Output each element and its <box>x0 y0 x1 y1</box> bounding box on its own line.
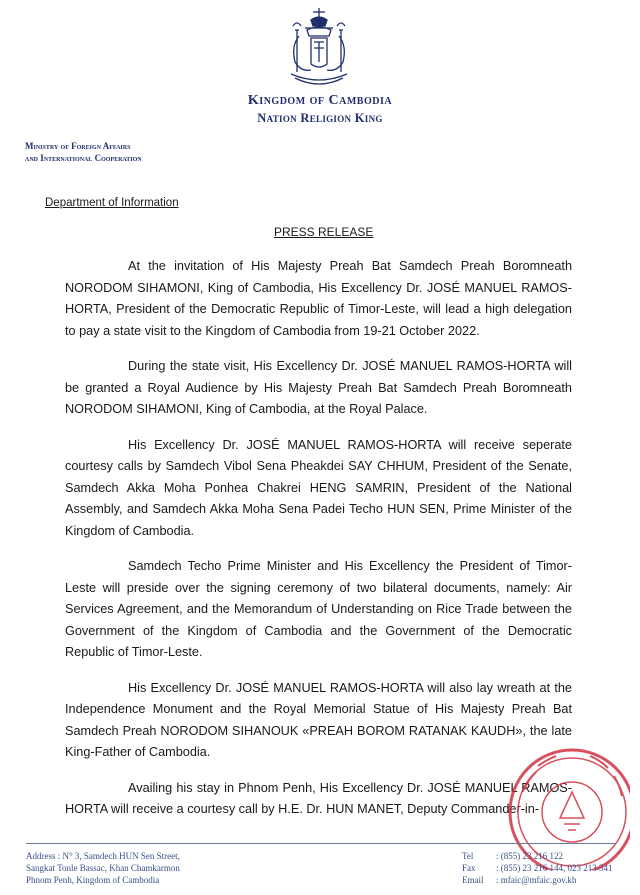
tel-label: Tel <box>462 851 474 861</box>
tel-value: : (855) 23 216 122 <box>496 851 563 861</box>
document-title: PRESS RELEASE <box>274 225 374 239</box>
letterhead-title <box>0 93 640 126</box>
paragraph-5: His Excellency Dr. JOSÉ MANUEL RAMOS-HORTA will also lay wreath at the Independence Monument and the Royal Memorial Statue of His Majesty Preah Bat Samdech Preah NORODOM SIHANOUK «PREAH BOROM RATANAK KAUDH», the late King-Father of Cambodia. <box>65 680 572 759</box>
paragraph-3: His Excellency Dr. JOSÉ MANUEL RAMOS-HORTA will receive seperate courtesy calls by Samdech Vibol Sena Pheakdei SAY CHHUM, President of the Senate, Samdech Akka Moha Ponhea Chakrei HENG SAMRIN, President of the National Assembly, and Samdech Akka Moha Sena Padei Techo HUN SEN, Prime Minister of the Kingdom of Cambodia. <box>65 437 572 538</box>
footer-address <box>26 850 180 886</box>
kingdom-name: Kingdom of Cambodia <box>247 93 393 108</box>
ministry-line-1: Ministry of Foreign Affairs <box>25 141 131 151</box>
royal-coat-of-arms-icon <box>283 6 355 90</box>
email-label: Email <box>462 875 484 885</box>
paragraph-1: At the invitation of His Majesty Preah Bat Samdech Preah Boromneath NORODOM SIHAMONI, King of Cambodia, His Excellency Dr. JOSÉ MANUEL RAMOS-HORTA, President of the Democratic Republic of Timor-Leste, will lead a high delegation to pay a state visit to the Kingdom of Cambodia from 19-21 October 2022. <box>65 259 572 338</box>
paragraph-4: Samdech Techo Prime Minister and His Excellency the President of Timor-Leste will preside over the signing ceremony of two bilateral documents, namely: Air Services Agreement, and the Memorandum of Understanding on Rice Trade between the Government of the Kingdom of Cambodia and the Government of the Democratic Republic of Timor-Leste. <box>65 559 572 659</box>
footer-contact <box>462 850 613 886</box>
paragraph-2: During the state visit, His Excellency Dr. JOSÉ MANUEL RAMOS-HORTA will be granted a Royal Audience by His Majesty Preah Bat Samdech Preah Boromneath NORODOM SIHAMONI, King of Cambodia, at the Royal Palace. <box>65 359 572 416</box>
ministry-name <box>25 140 142 164</box>
footer-divider <box>26 843 616 844</box>
national-motto: Nation Religion King <box>257 111 383 125</box>
email-link[interactable]: : mfaic@mfaic.gov.kh <box>496 875 577 885</box>
address-line-2: Sangkat Tonle Bassac, Khan Chamkarmon <box>26 863 180 873</box>
ministry-line-2: and International Cooperation <box>25 153 142 163</box>
department-label: Department of Information <box>45 197 179 209</box>
official-seal-stamp-icon <box>480 720 630 870</box>
paragraph-6: Availing his stay in Phnom Penh, His Excellency Dr. JOSÉ MANUEL RAMOS-HORTA will receive a courtesy call by H.E. Dr. HUN MANET, Deputy Commander-in- <box>65 780 572 816</box>
fax-label: Fax <box>462 863 476 873</box>
address-line-1: Address : N° 3, Samdech HUN Sen Street, <box>26 851 180 861</box>
address-line-3: Phnom Penh, Kingdom of Cambodia <box>26 875 160 885</box>
fax-value: : (855) 23 216 144, 023 213 341 <box>496 863 613 873</box>
